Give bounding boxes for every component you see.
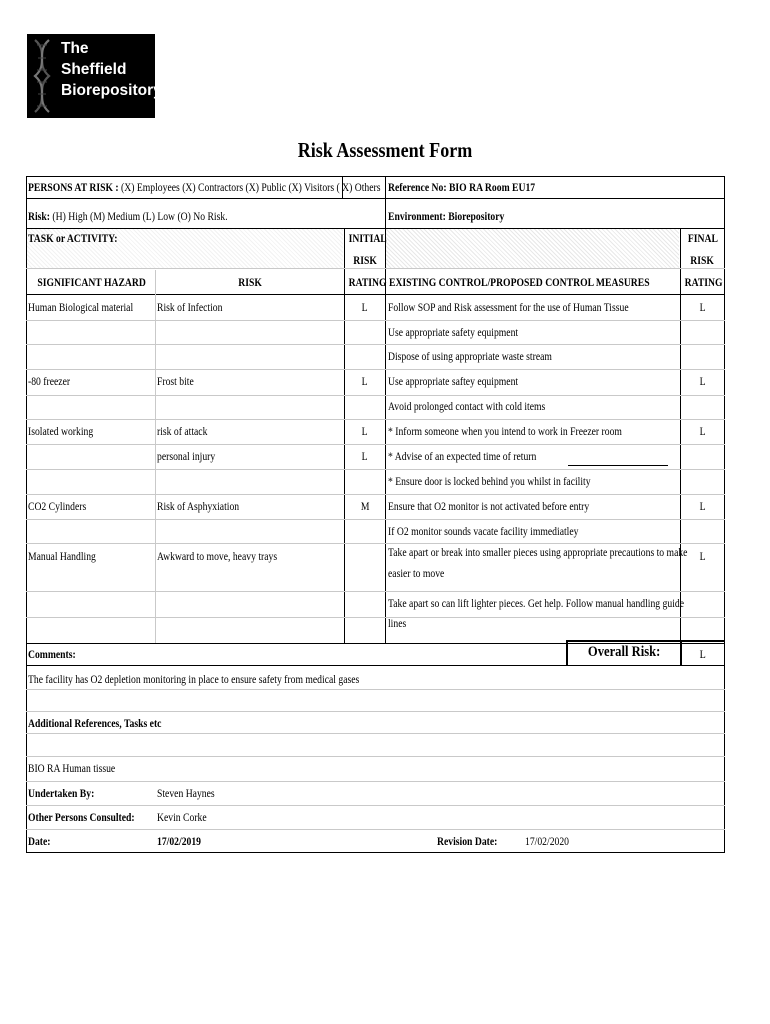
final-risk-header-2: RISK bbox=[690, 255, 715, 267]
environment: Environment: Biorepository bbox=[388, 211, 505, 223]
header-hatch bbox=[386, 229, 679, 268]
additional-references-label: Additional References, Tasks etc bbox=[28, 718, 162, 730]
date-value: 17/02/2019 bbox=[157, 836, 202, 848]
row-1-final: L bbox=[699, 302, 706, 314]
logo-line-3: Biorepository bbox=[61, 82, 162, 99]
overall-risk-value: L bbox=[699, 647, 707, 661]
manual-control-line-2: easier to move bbox=[388, 568, 445, 580]
row-4-hazard: -80 freezer bbox=[28, 376, 71, 388]
undertaken-by-label: Undertaken By: bbox=[28, 788, 95, 800]
row-3-control: Dispose of using appropriate waste stream bbox=[388, 351, 552, 363]
overall-risk-label: Overall Risk: bbox=[587, 644, 661, 660]
row-8-control: * Ensure door is locked behind you whilst in facility bbox=[388, 476, 591, 488]
form-title: Risk Assessment Form bbox=[297, 138, 473, 162]
row-1-risk: Risk of Infection bbox=[157, 302, 223, 314]
revision-date-label: Revision Date: bbox=[437, 836, 498, 848]
row-9-control: Ensure that O2 monitor is not activated before entry bbox=[388, 501, 590, 513]
manual2-control-line-1: Take apart so can lift lighter pieces. Get help. Follow manual handling guide bbox=[388, 598, 685, 610]
row-1-hazard: Human Biological material bbox=[28, 302, 134, 314]
row-7-risk: personal injury bbox=[157, 451, 216, 463]
controls-header: EXISTING CONTROL/PROPOSED CONTROL MEASURES bbox=[389, 277, 650, 289]
date-label: Date: bbox=[28, 836, 51, 848]
additional-references-text: BIO RA Human tissue bbox=[28, 763, 116, 775]
row-9-risk: Risk of Asphyxiation bbox=[157, 501, 240, 513]
row-1-initial: L bbox=[362, 302, 368, 314]
row-5-control: Avoid prolonged contact with cold items bbox=[388, 401, 546, 413]
comments-label: Comments: bbox=[28, 649, 76, 661]
logo-line-2: Sheffield bbox=[61, 61, 127, 78]
dna-helix-icon bbox=[31, 38, 53, 114]
comments-text: The facility has O2 depletion monitoring in place to ensure safety from medical gases bbox=[28, 674, 360, 686]
initial-risk-header-1: INITIAL bbox=[348, 233, 387, 245]
row-4-initial: L bbox=[362, 376, 368, 388]
manual2-control-line-2: lines bbox=[388, 618, 407, 630]
manual-final: L bbox=[699, 551, 706, 563]
sheffield-biorepository-logo bbox=[27, 34, 162, 118]
manual-control-line-1: Take apart or break into smaller pieces using appropriate precautions to make bbox=[388, 547, 688, 559]
risk-value: (H) High (M) Medium (L) Low (O) No Risk. bbox=[52, 211, 228, 223]
row-10-control: If O2 monitor sounds vacate facility immediatley bbox=[388, 526, 579, 538]
logo-line-1: The bbox=[61, 40, 89, 57]
risk-header: RISK bbox=[238, 277, 262, 289]
final-risk-header-3: RATING bbox=[684, 277, 723, 289]
row-6-final: L bbox=[699, 426, 706, 438]
manual-hazard: Manual Handling bbox=[28, 551, 96, 563]
row-6-initial: L bbox=[362, 426, 368, 438]
risk-label: Risk: bbox=[28, 211, 51, 223]
reference-no: Reference No: BIO RA Room EU17 bbox=[388, 182, 536, 194]
risk-key bbox=[28, 210, 266, 224]
final-risk-header-1: FINAL bbox=[687, 233, 718, 245]
persons-at-risk bbox=[28, 181, 448, 195]
undertaken-by-value: Steven Haynes bbox=[157, 788, 215, 800]
row-4-final: L bbox=[699, 376, 706, 388]
row-6-hazard: Isolated working bbox=[28, 426, 94, 438]
row-6-control: * Inform someone when you intend to work in Freezer room bbox=[388, 426, 622, 438]
other-persons-label: Other Persons Consulted: bbox=[28, 812, 135, 824]
significant-hazard-header: SIGNIFICANT HAZARD bbox=[37, 277, 146, 289]
row-9-hazard: CO2 Cylinders bbox=[28, 501, 87, 513]
row-7-control: * Advise of an expected time of return bbox=[388, 451, 537, 463]
row-4-control: Use appropriate saftey equipment bbox=[388, 376, 519, 388]
row-2-control: Use appropriate safety equipment bbox=[388, 327, 519, 339]
row-9-initial: M bbox=[360, 501, 370, 513]
task-or-activity-label: TASK or ACTIVITY: bbox=[28, 233, 118, 245]
persons-value: (X) Employees (X) Contractors (X) Public (X) Visitors ( X) Others bbox=[121, 182, 381, 194]
other-persons-value: Kevin Corke bbox=[157, 812, 207, 824]
row-6-risk: risk of attack bbox=[157, 426, 208, 438]
revision-date-value: 17/02/2020 bbox=[525, 836, 570, 848]
row-4-risk: Frost bite bbox=[157, 376, 194, 388]
manual-risk: Awkward to move, heavy trays bbox=[157, 551, 278, 563]
persons-label: PERSONS AT RISK : bbox=[28, 182, 119, 194]
row-1-control: Follow SOP and Risk assessment for the use of Human Tissue bbox=[388, 302, 629, 314]
initial-risk-header-3: RATING bbox=[348, 277, 387, 289]
row-9-final: L bbox=[699, 501, 706, 513]
row-7-initial: L bbox=[362, 451, 368, 463]
initial-risk-header-2: RISK bbox=[353, 255, 377, 267]
